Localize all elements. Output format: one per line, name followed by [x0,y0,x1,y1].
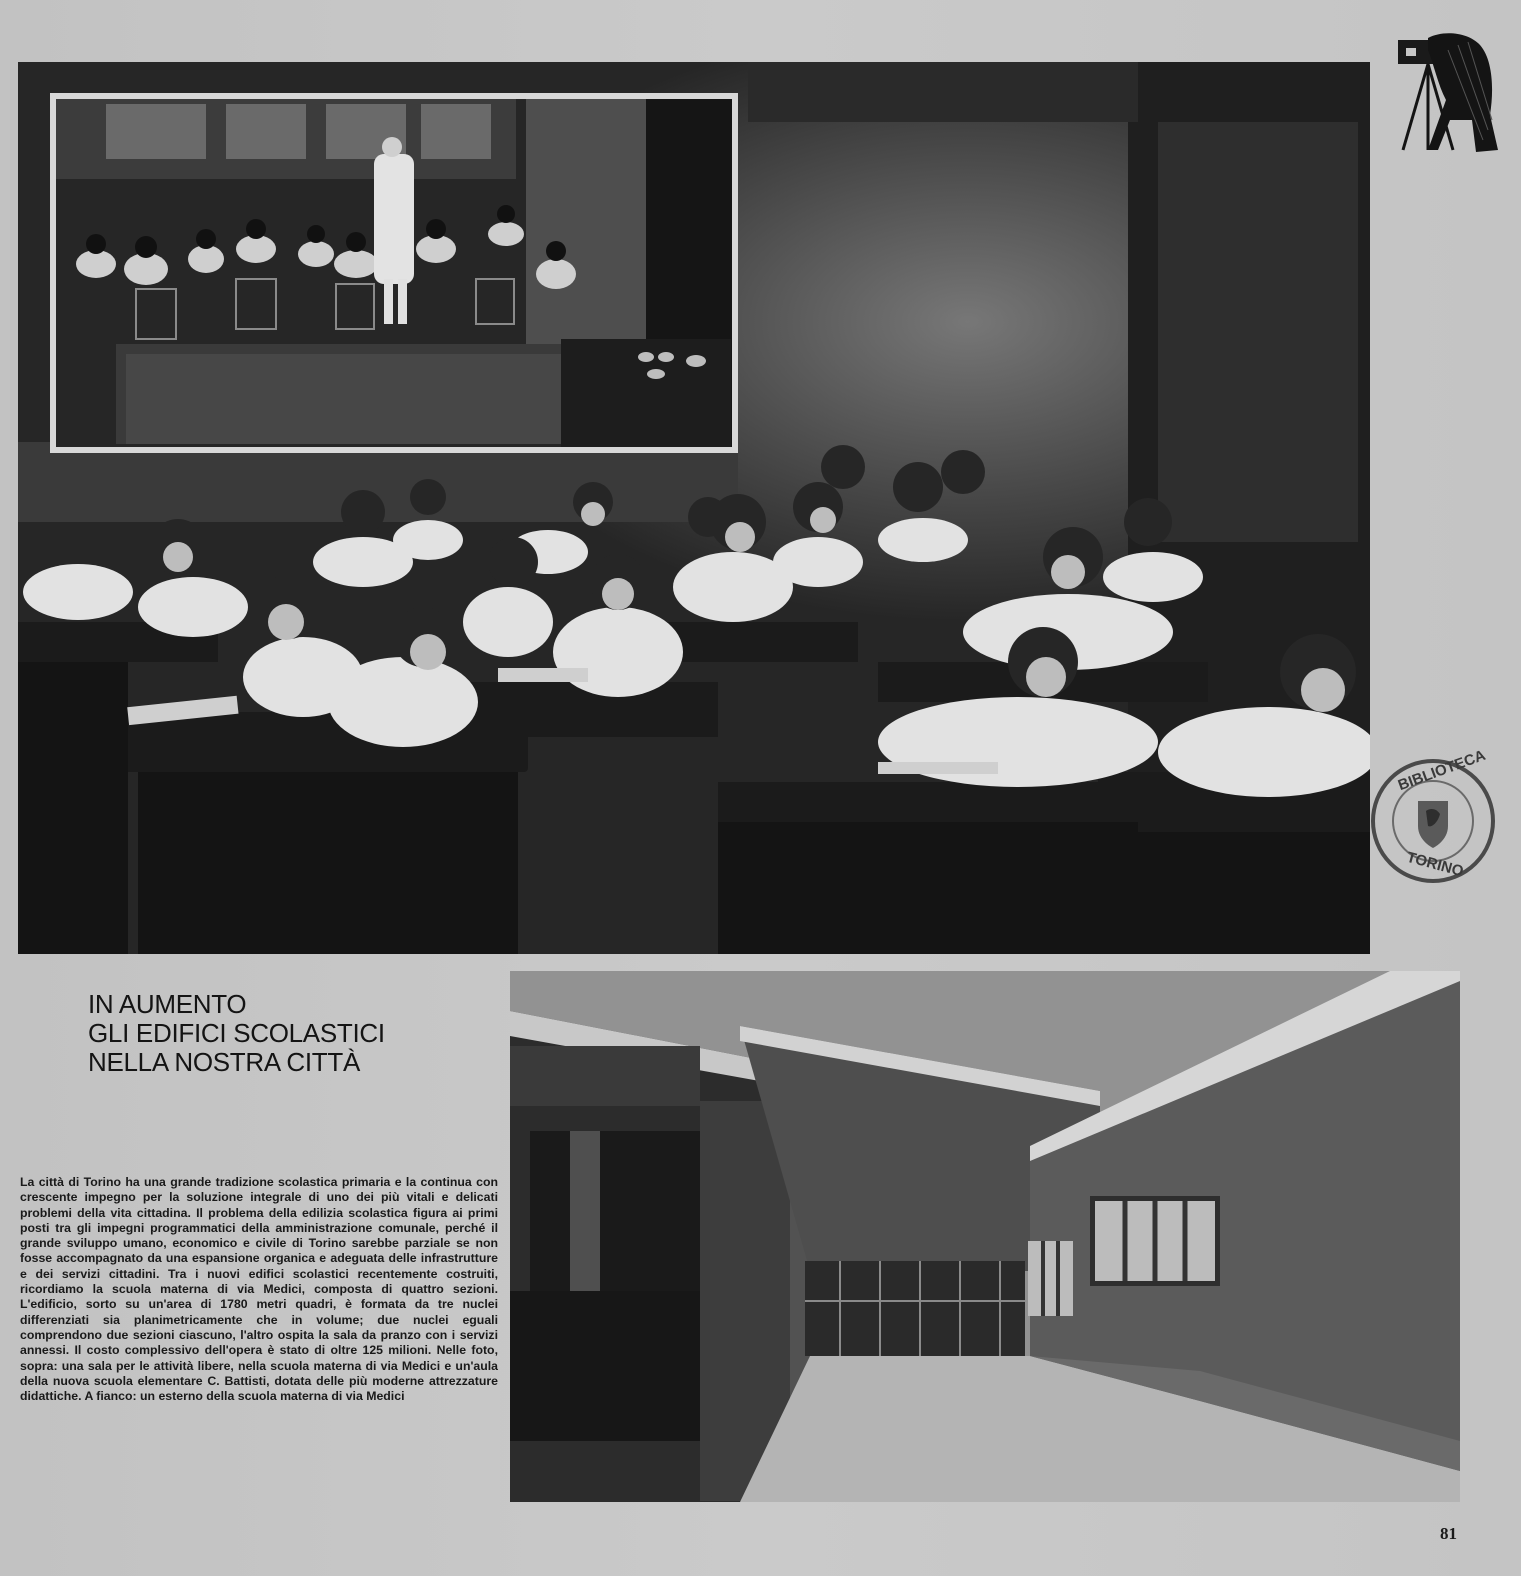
stamp-text-top: BIBLIOTECA [1395,746,1488,795]
headline-line: GLI EDIFICI SCOLASTICI [88,1018,385,1048]
article-headline [88,990,488,1077]
school-exterior-photo [510,971,1460,1502]
article-body: La città di Torino ha una grande tradizione scolastica primaria e la continua con crescente impegno per la soluzione integrale di uno dei più vitali e delicati problemi della vita cittadina. Il problema della edilizia scolastica figura ai primi posti tra gli impegni programmatici della amministrazione comunale, perché il grande sviluppo umano, economico e civile di Torino sarebbe parziale se non fosse accompagnato da una espansione organica e adeguata delle infrastrutture e dei servizi cittadini. Tra i nuovi edifici scolastici recentemente costruiti, ricordiamo la scuola materna di via Medici, composta di quattro sezioni. L'edificio, sorto su un'area di 1780 metri quadri, è formata da tre nuclei differenziati sia planimetricamente che in volume; due nuclei eguali comprendono due sezioni ciascuno, l'altro ospita la sala da pranzo con i servizi annessi. Il costo complessivo dell'opera è stato di oltre 125 milioni. Nelle foto, sopra: una sala per le attività libere, nella scuola materna di via Medici e un'aula della nuova scuola elementare C. Battisti, dotata delle più moderne attrezzature didattiche. A fianco: un esterno della scuola materna di via Medici [20,1175,498,1404]
stamp-text-bottom: TORINO [1404,848,1466,881]
activity-room-photo [50,93,738,453]
page-number: 81 [1440,1524,1457,1543]
headline-line: NELLA NOSTRA CITTÀ [88,1047,361,1077]
headline-line: IN AUMENTO [88,989,247,1019]
photographer-camera-logo-icon [1398,30,1508,155]
library-stamp [1368,746,1498,886]
